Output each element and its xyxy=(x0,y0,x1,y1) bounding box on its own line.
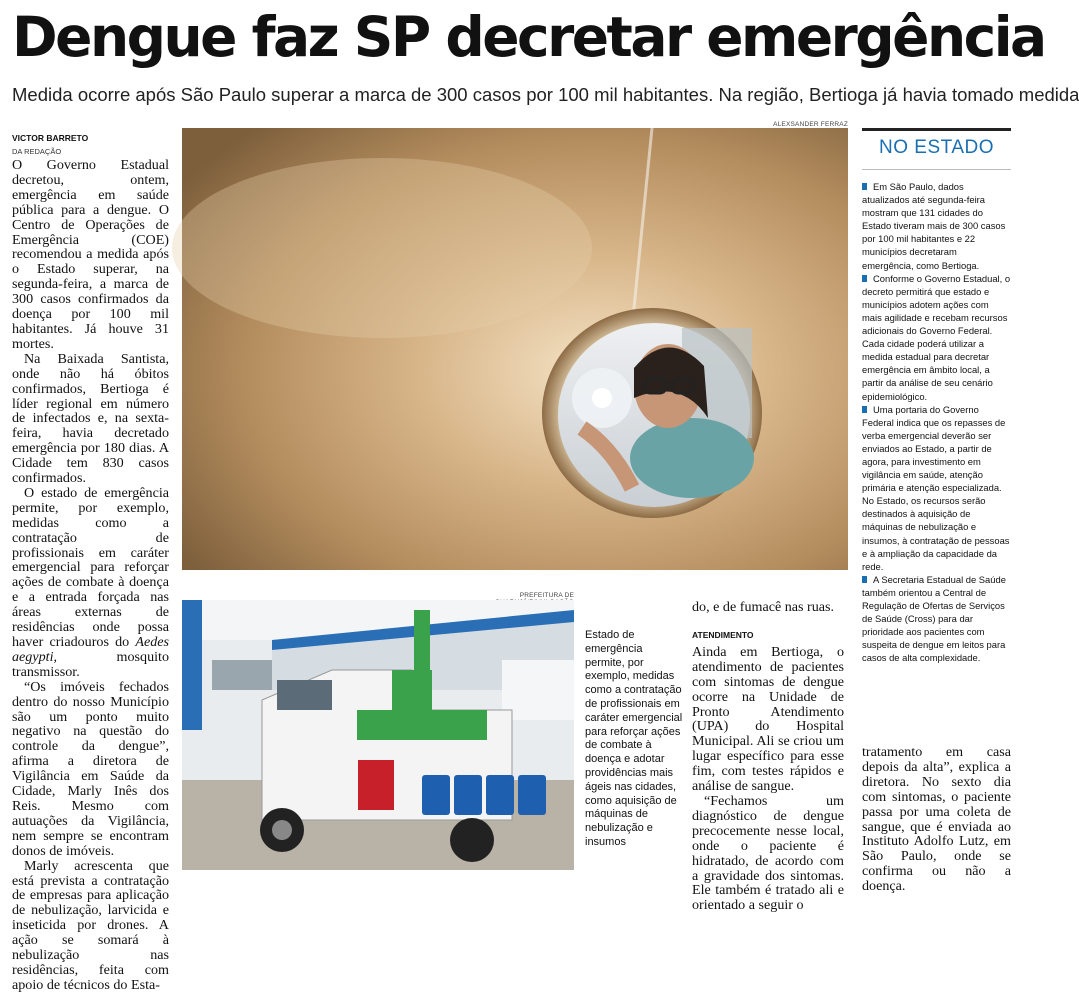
paragraph: O Governo Estadual decretou, ontem, emergência em saúde pública para a dengue. O Centro de Operações de Emergência (COE) recomendou a medida após o Estado superar, na segunda-feira, a marca de 300 casos confirmados da doença por 100 mil habitantes. Já houve 31 mortes. xyxy=(12,157,169,352)
photo-credit-main: ALEXSANDER FERRAZ xyxy=(773,121,848,128)
sidebar-item xyxy=(862,272,1011,403)
paragraph xyxy=(12,486,169,680)
paragraph: Marly acrescenta que está prevista a contratação de empresas para aplicação de nebulização, larvicida e inseticida por drones. A ação se somará à nebulização nas residências, feita com apoio de técnicos do Esta- xyxy=(12,857,169,993)
sidebar-item-text: Conforme o Governo Estadual, o decreto permitirá que estado e municípios adotem ações com mais agilidade e recebam recursos adicionais do Governo Federal. Cada cidade poderá utilizar a medida estadual para decretar emergência em âmbito local, a partir da análise de seu cenário epidemiológico. xyxy=(862,272,1011,402)
bullet-icon xyxy=(862,576,867,583)
column-3-carryover xyxy=(692,600,844,615)
deck-subtitle: Medida ocorre após São Paulo superar a marca de 300 casos por 100 mil habitantes. Na região, Bertioga já havia tomado medida xyxy=(12,84,1079,105)
sidebar-box xyxy=(862,128,1011,736)
truck-photo xyxy=(182,600,574,870)
paragraph-text: , mosquito transmissor. xyxy=(12,648,169,680)
species-name: Aedes aegypti xyxy=(12,634,169,665)
paragraph: “Fechamos um diagnóstico de dengue precocemente nesse local, onde o paciente é hidratado, de acordo com a gravidade dos sintomas. Ele também é tratado ali e orientado a seguir o xyxy=(692,792,844,914)
pipe-inspection-photo xyxy=(182,128,848,570)
sidebar-title: NO ESTADO xyxy=(879,137,994,158)
paragraph: Ainda em Bertioga, o atendimento de pacientes com sintomas de dengue ocorre na Unidade de Pronto Atendimento (UPA) do Hospital Municipal. Ali se criou um lugar específico para esse fim, com testes rápidos e análise de sangue. xyxy=(692,643,844,795)
bullet-icon xyxy=(862,183,867,190)
paragraph-text: O estado de emergência permite, por exemplo, medidas como a contratação de profissionais em caráter emergencial para reforçar ações de combate à doença e a entrada forçada nas áreas externas de residências onde possa haver criadouros do xyxy=(12,484,169,650)
byline-desk: DA REDAÇÃO xyxy=(12,147,62,156)
paragraph: do, e de fumacê nas ruas. xyxy=(692,599,835,615)
bullet-icon xyxy=(862,275,867,282)
subhead: ATENDIMENTO xyxy=(692,630,754,640)
photo-credit-small: PREFEITURA DE xyxy=(519,592,574,599)
sidebar-item-text: Em São Paulo, dados atualizados até segunda-feira mostram que 131 cidades do Estado tiveram mais de 300 casos por 100 mil habitantes e 22 municípios decretaram emergência, como Bertioga. xyxy=(862,181,1006,271)
fogging-truck-photo xyxy=(182,600,574,870)
main-photo xyxy=(182,128,848,570)
article-column-1 xyxy=(12,157,169,993)
sidebar-item xyxy=(862,573,1011,665)
sidebar-item-text: A Secretaria Estadual de Saúde também orientou a Central de Regulação de Ofertas de Serviços de Saúde (Cross) para dar prioridade aos pacientes com suspeita de dengue em leitos para casos de alta complexidade. xyxy=(862,573,1006,664)
photo-caption: Estado de emergência permite, por exemplo, medidas como a contratação de profissionais em caráter emergencial para reforçar ações de combate à doença e adotar providências mais ágeis nas cidades, como aquisição de máquinas de nebulização e insumos xyxy=(585,629,683,848)
article-column-4 xyxy=(862,745,1011,894)
sidebar-item-text: Uma portaria do Governo Federal indica que os repasses de verba emergencial deverão ser enviados ao Estado, a partir de agora, para investimento em vigilância em saúde, atenção primária e atenção especializada. No Estado, os recursos serão destinados à aquisição de máquinas de nebulização e insumos, à contratação de pessoas e à ampliação da capacidade da rede. xyxy=(862,403,1010,572)
byline-author: VICTOR BARRETO xyxy=(12,133,89,143)
sidebar-body xyxy=(862,180,1011,664)
paragraph: Na Baixada Santista, onde não há óbitos confirmados, Bertioga é líder regional em número de infectados e, na sexta-feira, havia decretado emergência por 180 dias. A Cidade tem 830 casos confirmados. xyxy=(12,350,169,487)
sidebar-item xyxy=(862,403,1011,573)
paragraph: tratamento em casa depois da alta”, explica a diretora. No sexto dia com sintomas, o paciente passa por uma coleta de sangue, que é enviada ao Instituto Adolfo Lutz, em São Paulo, onde se confirma ou não a doença. xyxy=(862,744,1011,895)
bullet-icon xyxy=(862,406,867,413)
divider xyxy=(862,169,1011,170)
paragraph: “Os imóveis fechados dentro do nosso Município são um ponto muito negativo na questão do controle da dengue”, afirma a diretora de Vigilância em Saúde da Cidade, Marly Inês dos Reis. Mesmo com autuações da Vigilância, nem sempre se encontram donos de imóveis. xyxy=(12,678,169,859)
sidebar-item xyxy=(862,180,1011,272)
article-column-3 xyxy=(692,628,844,913)
headline: Dengue faz SP decretar emergência xyxy=(12,5,1045,69)
